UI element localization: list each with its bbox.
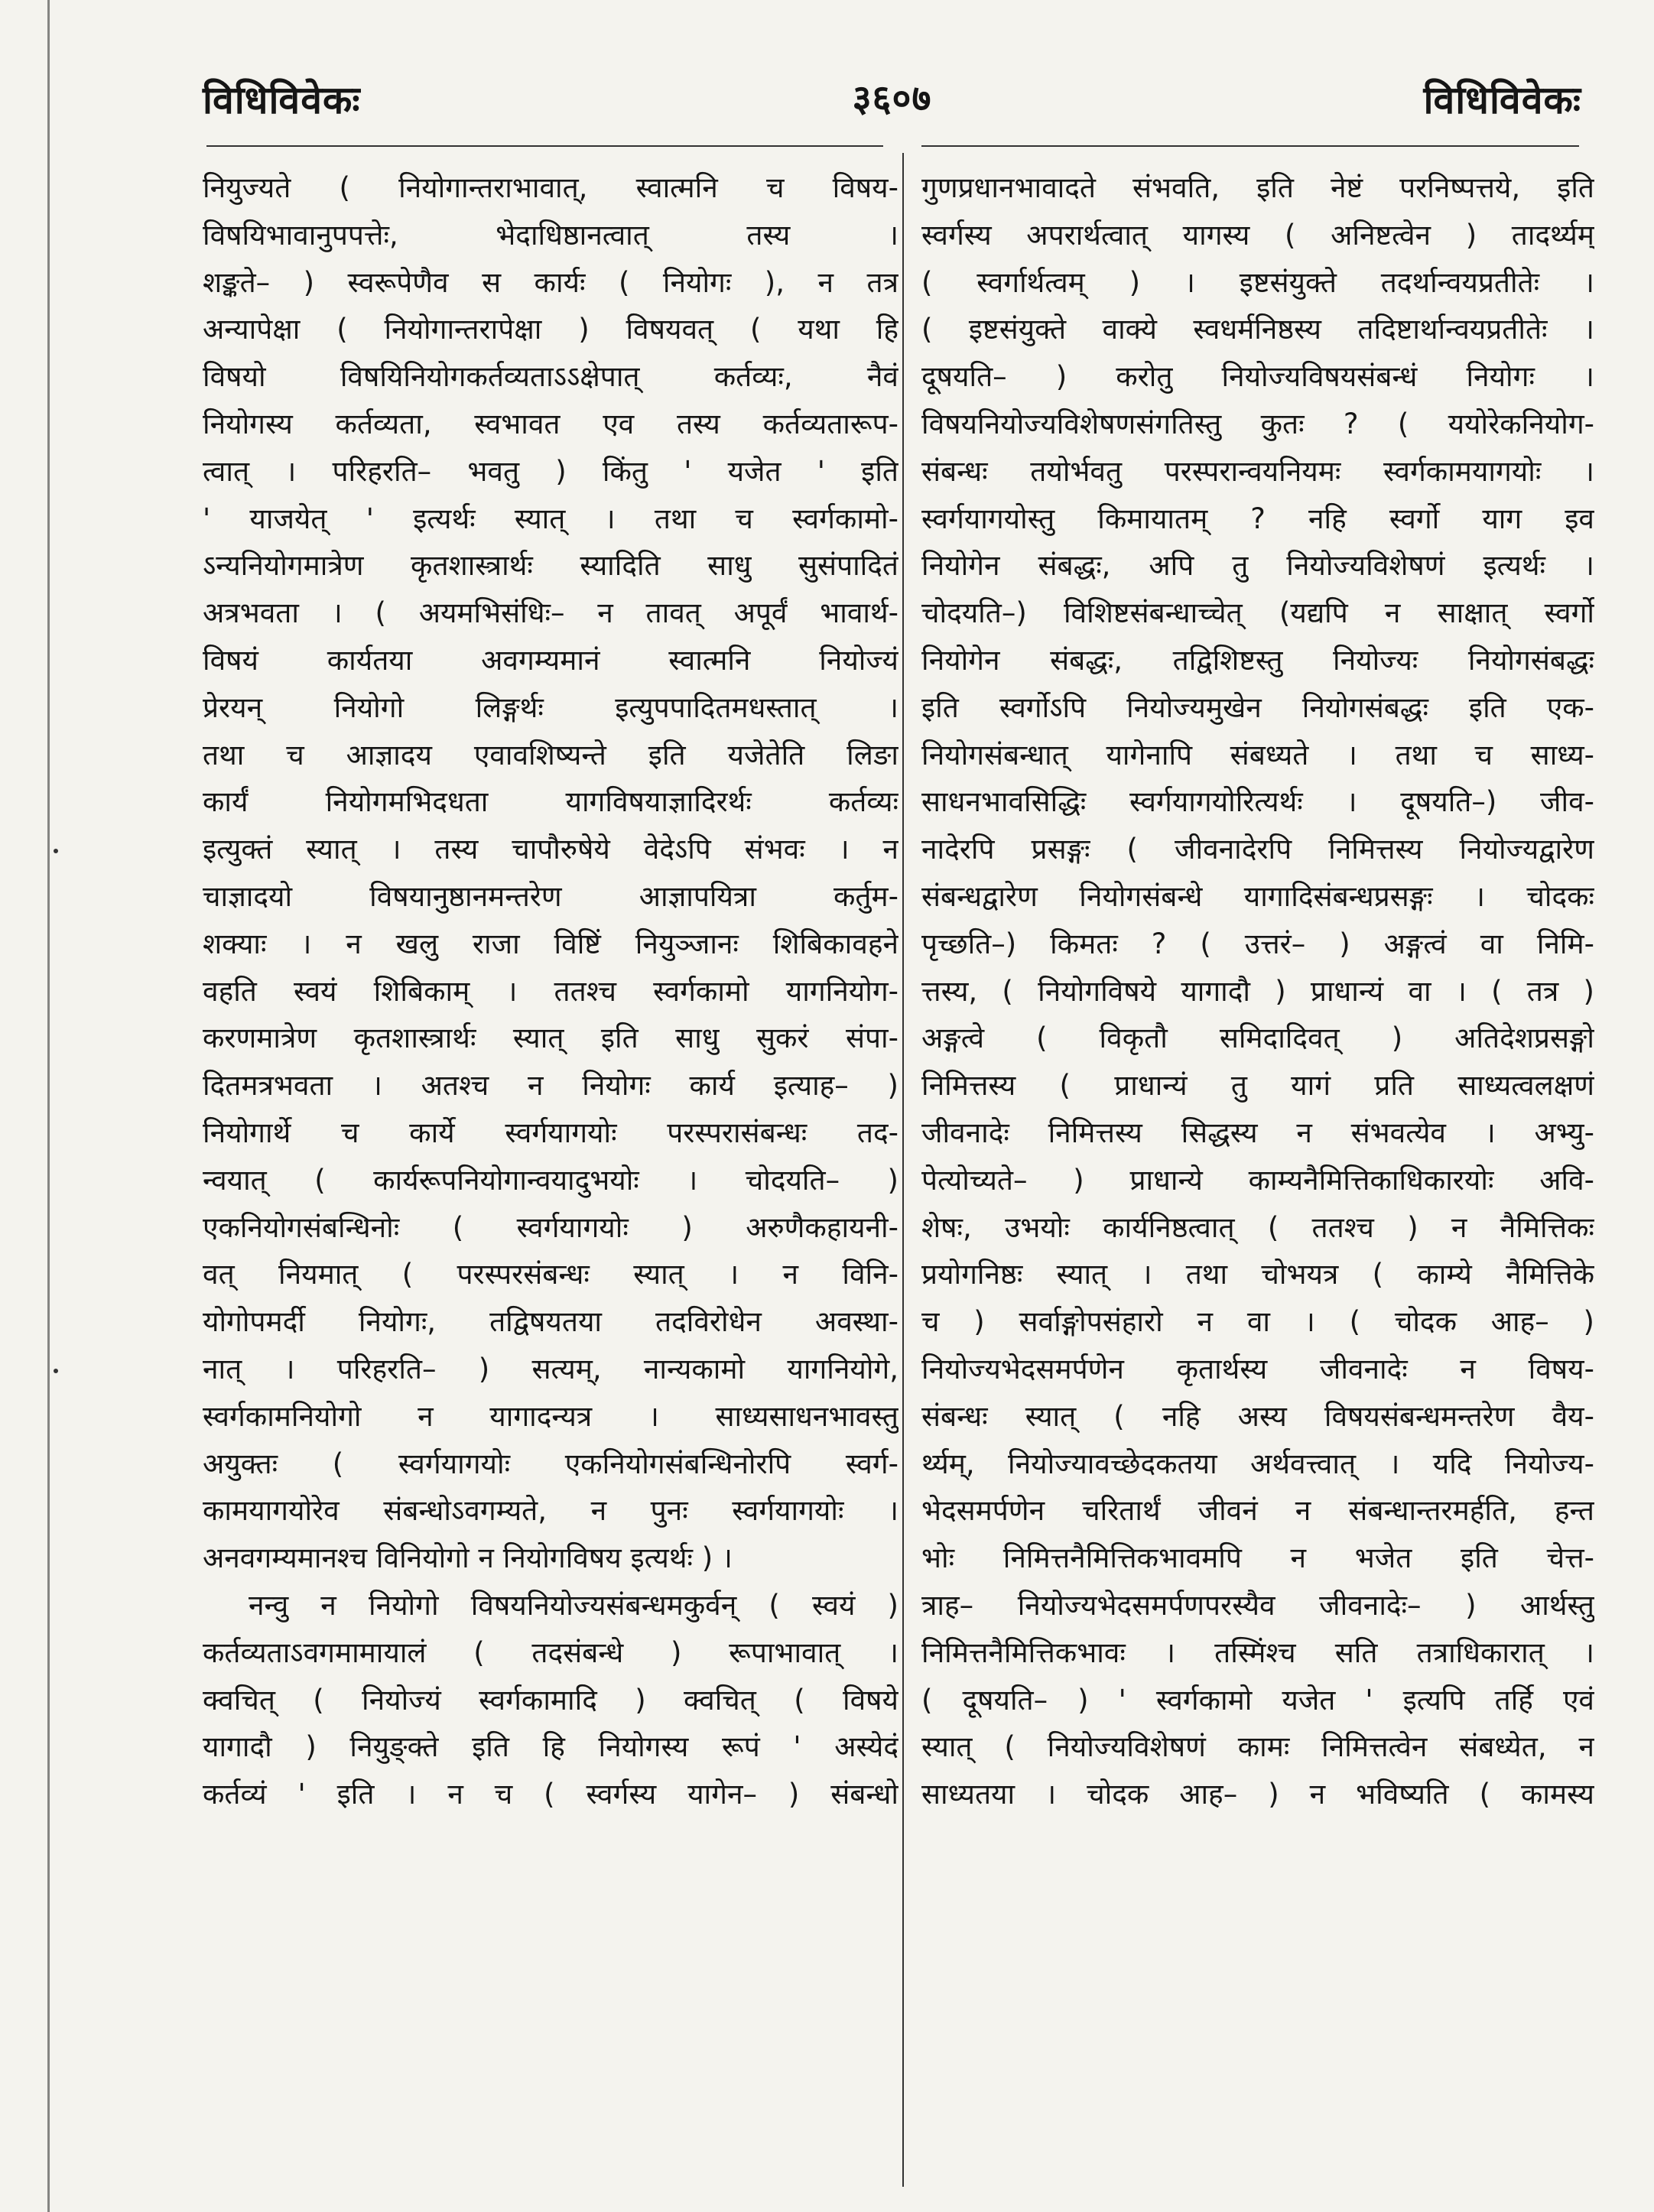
- text-line: नियोगार्थे च कार्ये स्वर्गयागयोः परस्परासंबन्धः तद-: [203, 1116, 898, 1149]
- text-line: नियोगसंबन्धात् यागेनापि संबध्यते । तथा च साध्य-: [921, 738, 1594, 771]
- text-line: कामयागयोरेव संबन्धोऽवगम्यते, न पुनः स्वर्गयागयोः ।: [203, 1494, 898, 1528]
- text-line: त्वात् । परिहरति– भवतु ) किंतु ' यजेत ' इति: [203, 454, 898, 488]
- page-number: ३६०७: [852, 77, 932, 120]
- header-right-title: विधिविवेकः: [1423, 78, 1581, 122]
- text-line: शक्याः । न खलु राजा विष्टिं नियुञ्जानः शिबिकावहने: [203, 927, 898, 960]
- text-line: अन्यापेक्षा ( नियोगान्तरापेक्षा ) विषयवत् ( यथा हि: [203, 313, 898, 346]
- text-line: र्थ्यम्, नियोज्यावच्छेदकतया अर्थवत्त्वात् । यदि नियोज्य-: [921, 1447, 1594, 1480]
- header-left-title: विधिविवेकः: [203, 78, 361, 122]
- text-line: पृच्छति–) किमतः ? ( उत्तरं– ) अङ्गत्वं वा निमि-: [921, 927, 1594, 960]
- text-line: शेषः, उभयोः कार्यनिष्ठत्वात् ( ततश्च ) न नैमित्तिकः: [921, 1210, 1594, 1244]
- text-line: साध्यतया । चोदक आह– ) न भविष्यति ( कामस्य: [921, 1778, 1594, 1811]
- text-line: स्वर्गस्य अपरार्थत्वात् यागस्य ( अनिष्टत्वेन ) तादर्थ्यम्: [921, 218, 1594, 252]
- text-line: वत् नियमात् ( परस्परसंबन्धः स्यात् । न विनि-: [203, 1258, 898, 1291]
- text-line: नियोगस्य कर्तव्यता, स्वभावत एव तस्य कर्तव्यतारूप-: [203, 407, 898, 440]
- running-header: [203, 73, 1581, 134]
- text-line: नियोगेन संबद्धः, तद्विशिष्टस्तु नियोज्यः नियोगसंबद्धः: [921, 643, 1594, 677]
- text-line: कार्यं नियोगमभिदधता यागविषयाज्ञादिरर्थः कर्तव्यः: [203, 785, 898, 819]
- text-line: करणमात्रेण कृतशास्त्रार्थः स्यात् इति साधु सुकरं संपा-: [203, 1022, 898, 1055]
- text-line: ( इष्टसंयुक्ते वाक्ये स्वधर्मनिष्ठस्य तदिष्टार्थान्वयप्रतीतेः ।: [921, 313, 1594, 346]
- text-line: चाज्ञादयो विषयानुष्ठानमन्तरेण आज्ञापयित्रा कर्तुम-: [203, 879, 898, 913]
- text-line: साधनभावसिद्धिः स्वर्गयागयोरित्यर्थः । दूषयति–) जीव-: [921, 785, 1594, 819]
- text-line: स्वर्गयागयोस्तु किमायातम् ? नहि स्वर्गो याग इव: [921, 502, 1594, 535]
- text-line: प्रेरयन् नियोगो लिङ्गर्थः इत्युपपादितमधस्तात् ।: [203, 690, 898, 724]
- text-line: त्तस्य, ( नियोगविषये यागादौ ) प्राधान्यं वा । ( तत्र ): [921, 974, 1594, 1008]
- text-line: निमित्तनैमित्तिकभावः । तस्मिंश्च सति तत्राधिकारात् ।: [921, 1635, 1594, 1669]
- text-line: विषयं कार्यतया अवगम्यमानं स्वात्मनि नियोज्यं: [203, 643, 898, 677]
- binding-edge-line: [47, 0, 50, 2212]
- margin-dot: [54, 1369, 58, 1373]
- text-line: अङ्गत्वे ( विकृतौ समिदादिवत् ) अतिदेशप्रसङ्गो: [921, 1022, 1594, 1055]
- text-line: गुणप्रधानभावादते संभवति, इति नेष्टं परनिष्पत्तये, इति: [921, 171, 1594, 204]
- left-column-text: [203, 164, 898, 1818]
- header-rule-right: [921, 145, 1579, 147]
- text-line: अनवगम्यमानश्च विनियोगो न नियोगविषय इत्यर्थः ) ।: [203, 1541, 733, 1575]
- text-line: निमित्तस्य ( प्राधान्यं तु यागं प्रति साध्यत्वलक्षणं: [921, 1069, 1594, 1103]
- text-line: क्वचित् ( नियोज्यं स्वर्गकामादि ) क्वचित् ( विषये: [203, 1683, 898, 1717]
- text-line: नात् । परिहरति– ) सत्यम्, नान्यकामो यागनियोगे,: [203, 1352, 898, 1385]
- text-line: एकनियोगसंबन्धिनोः ( स्वर्गयागयोः ) अरुणैकहायनी-: [203, 1210, 898, 1244]
- text-line: ऽन्यनियोगमात्रेण कृतशास्त्रार्थः स्यादिति साधु सुसंपादितं: [203, 549, 898, 583]
- text-line: विषयिभावानुपपत्तेः, भेदाधिष्ठानत्वात् तस्य ।: [203, 218, 898, 252]
- text-line: न्वयात् ( कार्यरूपनियोगान्वयादुभयोः । चोदयति– ): [203, 1163, 898, 1197]
- text-line: ' याजयेत् ' इत्यर्थः स्यात् । तथा च स्वर्गकामो-: [203, 502, 898, 535]
- text-line: नियोज्यभेदसमर्पणेन कृतार्थस्य जीवनादेः न विषय-: [921, 1352, 1594, 1385]
- right-column-text: [921, 164, 1594, 1818]
- text-line: योगोपमर्दी नियोगः, तद्विषयतया तदविरोधेन अवस्था-: [203, 1305, 898, 1339]
- text-line: त्राह– नियोज्यभेदसमर्पणपरस्यैव जीवनादेः– ) आर्थस्तु: [921, 1588, 1594, 1622]
- text-line: अयुक्तः ( स्वर्गयागयोः एकनियोगसंबन्धिनोरपि स्वर्ग-: [203, 1447, 898, 1480]
- text-line: प्रयोगनिष्ठः स्यात् । तथा चोभयत्र ( काम्ये नैमित्तिके: [921, 1258, 1594, 1291]
- text-line: च ) सर्वाङ्गोपसंहारो न वा । ( चोदक आह– ): [921, 1305, 1594, 1339]
- text-line: तथा च आज्ञादय एवावशिष्यन्ते इति यजेतेति लिङा: [203, 738, 898, 771]
- text-line: नियोगेन संबद्धः, अपि तु नियोज्यविशेषणं इत्यर्थः ।: [921, 549, 1594, 583]
- text-line: स्वर्गकामनियोगो न यागादन्यत्र । साध्यसाधनभावस्तु: [203, 1399, 898, 1433]
- text-line: दितमत्रभवता । अतश्च न नियोगः कार्य इत्याह– ): [203, 1069, 898, 1103]
- text-line: नियुज्यते ( नियोगान्तराभावात्, स्वात्मनि च विषय-: [203, 171, 898, 204]
- text-line: वहति स्वयं शिबिकाम् । ततश्च स्वर्गकामो यागनियोग-: [203, 974, 898, 1008]
- text-line: इति स्वर्गोऽपि नियोज्यमुखेन नियोगसंबद्धः इति एक-: [921, 690, 1594, 724]
- text-line: अत्रभवता । ( अयमभिसंधिः– न तावत् अपूर्वं भावार्थ-: [203, 596, 898, 630]
- text-line: यागादौ ) नियुङ्क्ते इति हि नियोगस्य रूपं ' अस्येदं: [203, 1730, 898, 1764]
- text-line: जीवनादेः निमित्तस्य सिद्धस्य न संभवत्येव । अभ्यु-: [921, 1116, 1594, 1149]
- text-line: चोदयति–) विशिष्टसंबन्धाच्चेत् (यद्यपि न साक्षात् स्वर्गो: [921, 596, 1594, 630]
- text-line: शङ्कते– ) स्वरूपेणैव स कार्यः ( नियोगः ), न तत्र: [203, 265, 898, 299]
- text-line: विषयो विषयिनियोगकर्तव्यताऽऽक्षेपात् कर्तव्यः, नैवं: [203, 360, 898, 394]
- text-line: भेदसमर्पणेन चरितार्थं जीवनं न संबन्धान्तरमर्हति, हन्त: [921, 1494, 1594, 1528]
- margin-dot: [54, 849, 58, 853]
- column-divider: [902, 153, 904, 2187]
- text-line: दूषयति– ) करोतु नियोज्यविषयसंबन्धं नियोगः ।: [921, 360, 1594, 394]
- text-line: संबन्धः स्यात् ( नहि अस्य विषयसंबन्धमन्तरेण वैय-: [921, 1399, 1594, 1433]
- text-line: नादेरपि प्रसङ्गः ( जीवनादेरपि निमित्तस्य नियोज्यद्वारेण: [921, 833, 1594, 866]
- header-rule-left: [206, 145, 883, 147]
- text-line: पेत्योच्यते– ) प्राधान्ये काम्यनैमित्तिकाधिकारयोः अवि-: [921, 1163, 1594, 1197]
- text-line: इत्युक्तं स्यात् । तस्य चापौरुषेये वेदेऽपि संभवः । न: [203, 833, 898, 866]
- text-line: कर्तव्यताऽवगमामायालं ( तदसंबन्धे ) रूपाभावात् ।: [203, 1635, 898, 1669]
- text-line: स्यात् ( नियोज्यविशेषणं कामः निमित्तत्वेन संबध्येत, न: [921, 1730, 1594, 1764]
- text-line: संबन्धद्वारेण नियोगसंबन्धे यागादिसंबन्धप्रसङ्गः । चोदकः: [921, 879, 1594, 913]
- text-line: ( दूषयति– ) ' स्वर्गकामो यजेत ' इत्यपि तर्हि एवं: [921, 1683, 1594, 1717]
- text-line: नन्वु न नियोगो विषयनियोज्यसंबन्धमकुर्वन् ( स्वयं ): [249, 1588, 898, 1622]
- text-line: कर्तव्यं ' इति । न च ( स्वर्गस्य यागेन– ) संबन्धो: [203, 1778, 898, 1811]
- text-line: संबन्धः तयोर्भवतु परस्परान्वयनियमः स्वर्गकामयागयोः ।: [921, 454, 1594, 488]
- text-line: भोः निमित्तनैमित्तिकभावमपि न भजेत इति चेत्त-: [921, 1541, 1594, 1575]
- text-line: ( स्वर्गार्थत्वम् ) । इष्टसंयुक्ते तदर्थान्वयप्रतीतेः ।: [921, 265, 1594, 299]
- text-line: विषयनियोज्यविशेषणसंगतिस्तु कुतः ? ( ययोरेकनियोग-: [921, 407, 1594, 440]
